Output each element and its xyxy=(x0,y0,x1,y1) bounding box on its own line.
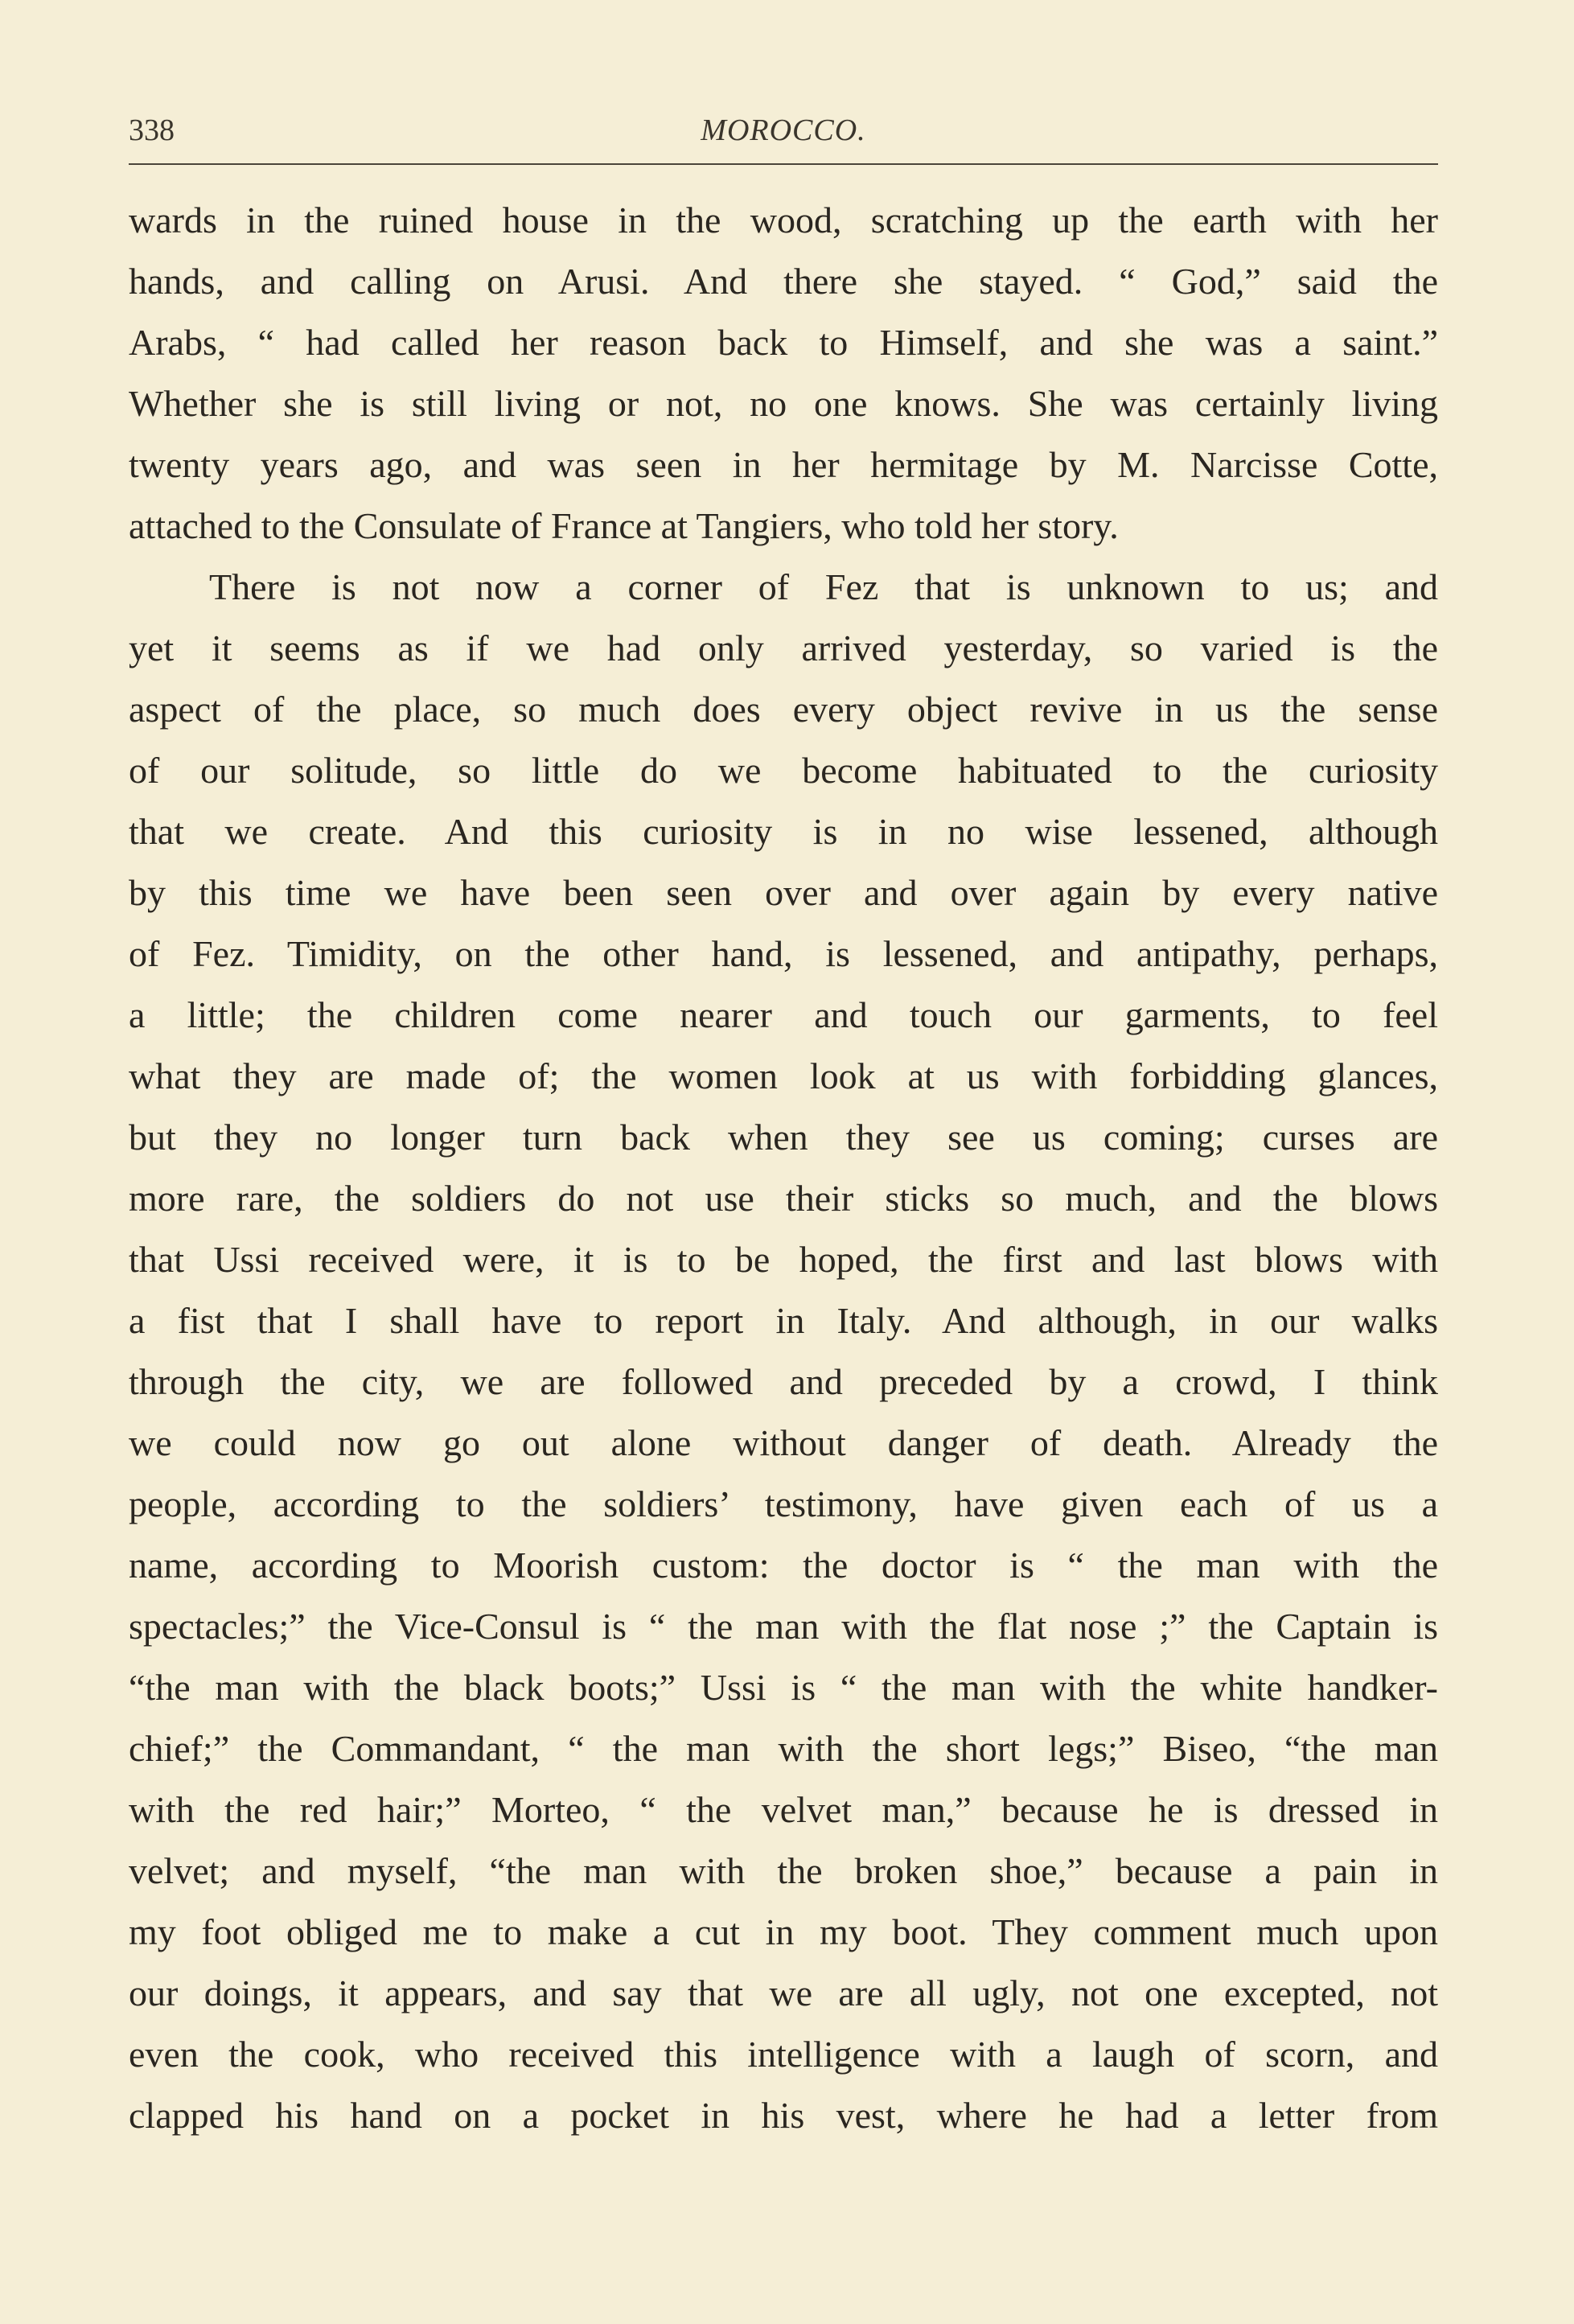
text-line: hands, and calling on Arusi. And there she stayed. “ God,” said the xyxy=(129,261,1438,302)
text-line: Whether she is still living or not, no one knows. She was certainly living xyxy=(129,383,1438,424)
text-line: a little; the children come nearer and touch our garments, to feel xyxy=(129,994,1438,1035)
text-line: of Fez. Timidity, on the other hand, is lessened, and antipathy, perhaps, xyxy=(129,933,1438,974)
text-line: with the red hair;” Morteo, “ the velvet man,” because he is dressed in xyxy=(129,1789,1438,1830)
text-line: yet it seems as if we had only arrived yesterday, so varied is the xyxy=(129,627,1438,668)
text-line: even the cook, who received this intelligence with a laugh of scorn, and xyxy=(129,2034,1438,2075)
text-line: people, according to the soldiers’ testimony, have given each of us a xyxy=(129,1483,1438,1524)
text-line: chief;” the Commandant, “ the man with the short legs;” Biseo, “the man xyxy=(129,1728,1438,1769)
text-line: aspect of the place, so much does every object revive in us the sense xyxy=(129,689,1438,730)
text-line: by this time we have been seen over and over again by every native xyxy=(129,872,1438,913)
text-line: through the city, we are followed and preceded by a crowd, I think xyxy=(129,1361,1438,1402)
text-line: “the man with the black boots;” Ussi is “ the man with the white handker- xyxy=(129,1667,1438,1708)
text-line: but they no longer turn back when they see us coming; curses are xyxy=(129,1117,1438,1158)
text-line: that we create. And this curiosity is in no wise lessened, although xyxy=(129,811,1438,852)
running-head xyxy=(129,106,1438,154)
text-line: clapped his hand on a pocket in his vest, where he had a letter from xyxy=(129,2095,1438,2136)
body-text xyxy=(129,190,1438,2146)
text-line: our doings, it appears, and say that we are all ugly, not one excepted, not xyxy=(129,1972,1438,2013)
paragraph-end-line: attached to the Consulate of France at Tangiers, who told her story. xyxy=(129,505,1119,546)
text-line: what they are made of; the women look at us with forbidding glances, xyxy=(129,1055,1438,1096)
text-line: we could now go out alone without danger of death. Already the xyxy=(129,1422,1438,1463)
text-line: a fist that I shall have to report in Italy. And although, in our walks xyxy=(129,1300,1438,1341)
text-line: Arabs, “ had called her reason back to Himself, and she was a saint.” xyxy=(129,322,1438,363)
page-number: 338 xyxy=(129,113,175,147)
text-line: my foot obliged me to make a cut in my boot. They comment much upon xyxy=(129,1911,1438,1952)
paragraph-start-line: There is not now a corner of Fez that is unknown to us; and xyxy=(209,566,1438,607)
header-rule xyxy=(129,163,1438,165)
text-line: of our solitude, so little do we become habituated to the curiosity xyxy=(129,750,1438,791)
text-line: velvet; and myself, “the man with the broken shoe,” because a pain in xyxy=(129,1850,1438,1891)
text-line: more rare, the soldiers do not use their sticks so much, and the blows xyxy=(129,1178,1438,1219)
text-line: wards in the ruined house in the wood, scratching up the earth with her xyxy=(129,199,1438,241)
running-title: MOROCCO. xyxy=(701,113,866,147)
text-line: that Ussi received were, it is to be hoped, the first and last blows with xyxy=(129,1239,1438,1280)
text-line: twenty years ago, and was seen in her hermitage by M. Narcisse Cotte, xyxy=(129,444,1438,485)
text-line: spectacles;” the Vice-Consul is “ the man with the flat nose ;” the Captain is xyxy=(129,1606,1438,1647)
text-line: name, according to Moorish custom: the doctor is “ the man with the xyxy=(129,1545,1438,1586)
